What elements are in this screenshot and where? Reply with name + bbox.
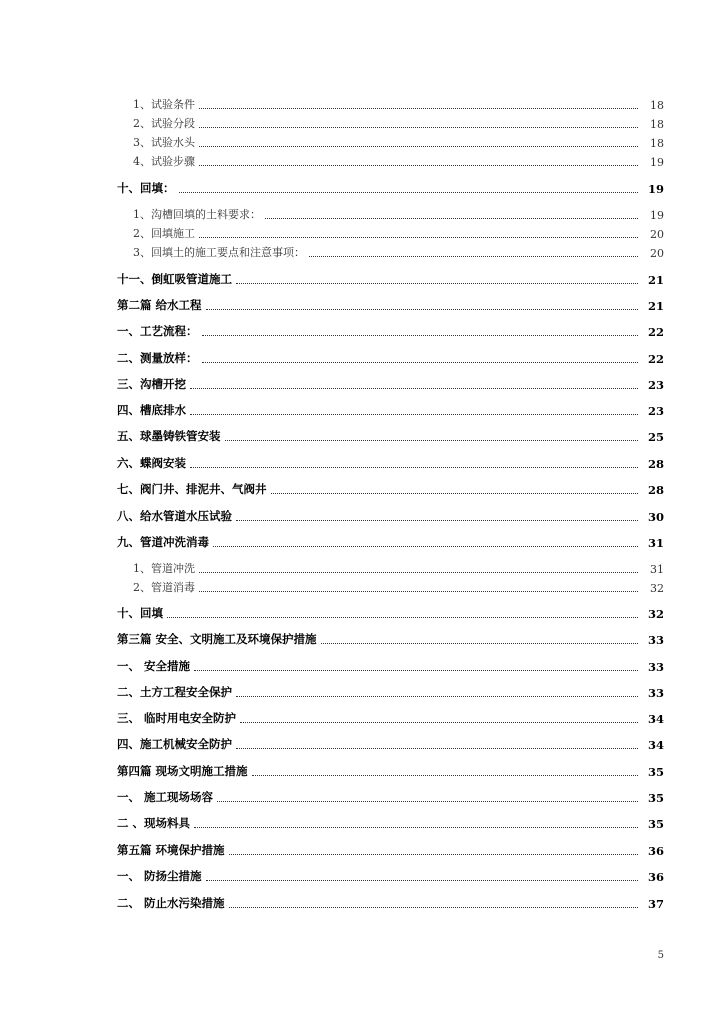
- toc-entry[interactable]: [117, 868, 664, 884]
- page-number: 5: [657, 950, 664, 961]
- toc-entry-label: 四、槽底排水: [117, 403, 186, 417]
- toc-entry-page: 18: [650, 99, 664, 112]
- toc-entry[interactable]: [133, 560, 664, 576]
- toc-entry[interactable]: [117, 376, 664, 392]
- toc-entry-label: 2、管道消毒: [133, 581, 195, 594]
- toc-entry-page: 18: [650, 137, 664, 150]
- dot-leader: [199, 127, 638, 128]
- dot-leader: [236, 283, 638, 284]
- toc-entry-label: 三、沟槽开挖: [117, 377, 186, 391]
- toc-entry-label: 一、 施工现场场容: [117, 790, 214, 804]
- toc-entry[interactable]: [117, 534, 664, 550]
- toc-entry-label: 十、回填: [117, 606, 163, 620]
- toc-entry[interactable]: [117, 323, 664, 339]
- toc-entry-page: 31: [647, 536, 664, 550]
- toc-entry-page: 22: [647, 352, 664, 366]
- toc-entry-page: 32: [650, 582, 664, 595]
- toc-entry-page: 25: [647, 430, 664, 444]
- toc-entry-page: 19: [650, 156, 664, 169]
- toc-entry-label: 九、管道冲洗消毒: [117, 535, 209, 549]
- toc-entry-page: 22: [647, 325, 664, 339]
- toc-entry[interactable]: [133, 134, 664, 150]
- dot-leader: [202, 335, 639, 336]
- toc-entry-page: 33: [647, 686, 664, 700]
- toc-entry[interactable]: [133, 206, 664, 222]
- dot-leader: [190, 388, 638, 389]
- toc-entry-label: 1、沟槽回填的土料要求：: [133, 208, 261, 221]
- dot-leader: [202, 362, 639, 363]
- dot-leader: [190, 467, 638, 468]
- toc-entry-page: 19: [650, 209, 664, 222]
- dot-leader: [199, 165, 638, 166]
- toc-entry[interactable]: [117, 736, 664, 752]
- toc-entry[interactable]: [117, 481, 664, 497]
- toc-entry[interactable]: [117, 605, 664, 621]
- toc-entry[interactable]: [117, 684, 664, 700]
- toc-entry-page: 23: [647, 404, 664, 418]
- toc-entry-label: 第二篇 给水工程: [117, 298, 202, 312]
- dot-leader: [217, 801, 638, 802]
- toc-entry-label: 一、 安全措施: [117, 659, 191, 673]
- toc-entry-page: 21: [647, 273, 664, 287]
- toc-entry-label: 一、工艺流程：: [117, 324, 198, 338]
- toc-entry-label: 十一、倒虹吸管道施工: [117, 272, 232, 286]
- toc-entry-label: 五、球墨铸铁管安装: [117, 429, 221, 443]
- toc-entry-label: 三、 临时用电安全防护: [117, 711, 237, 725]
- dot-leader: [206, 880, 638, 881]
- toc-entry-label: 二 、现场料具: [117, 816, 191, 830]
- toc-entry-page: 35: [647, 765, 664, 779]
- toc-entry[interactable]: [117, 271, 664, 287]
- toc-entry[interactable]: [117, 297, 664, 313]
- dot-leader: [236, 520, 638, 521]
- toc-entry-label: 八、给水管道水压试验: [117, 509, 232, 523]
- toc-entry[interactable]: [117, 789, 664, 805]
- dot-leader: [199, 572, 638, 573]
- dot-leader: [199, 146, 638, 147]
- dot-leader: [240, 722, 638, 723]
- toc-entry-label: 二、测量放样：: [117, 351, 198, 365]
- toc-entry-label: 第三篇 安全、文明施工及环境保护措施: [117, 632, 317, 646]
- toc-entry-label: 1、管道冲洗: [133, 562, 195, 575]
- toc-entry-label: 二、土方工程安全保护: [117, 685, 232, 699]
- toc-entry[interactable]: [117, 402, 664, 418]
- toc-entry-label: 4、试验步骤: [133, 155, 195, 168]
- toc-entry-label: 第五篇 环境保护措施: [117, 843, 225, 857]
- dot-leader: [199, 108, 638, 109]
- toc-entry-page: 20: [650, 247, 664, 260]
- toc-entry-page: 28: [647, 457, 664, 471]
- dot-leader: [265, 218, 638, 219]
- toc-entry-label: 3、试验水头: [133, 136, 195, 149]
- toc-entry-label: 七、阀门井、排泥井、气阀井: [117, 482, 267, 496]
- toc-entry-label: 2、试验分段: [133, 117, 195, 130]
- toc-entry-page: 35: [647, 791, 664, 805]
- toc-entry[interactable]: [117, 842, 664, 858]
- toc-entry[interactable]: [133, 244, 664, 260]
- dot-leader: [167, 617, 638, 618]
- dot-leader: [229, 854, 638, 855]
- dot-leader: [321, 643, 638, 644]
- toc-entry[interactable]: [117, 815, 664, 831]
- dot-leader: [309, 256, 638, 257]
- toc-entry-label: 四、施工机械安全防护: [117, 737, 232, 751]
- toc-entry[interactable]: [117, 631, 664, 647]
- toc-entry-page: 28: [647, 483, 664, 497]
- dot-leader: [236, 696, 638, 697]
- toc-entry-page: 19: [647, 182, 664, 196]
- toc-entry-page: 20: [650, 228, 664, 241]
- toc-entry-label: 1、试验条件: [133, 98, 195, 111]
- dot-leader: [194, 827, 638, 828]
- dot-leader: [252, 775, 638, 776]
- toc-entry-page: 21: [647, 299, 664, 313]
- toc-entry-label: 十、回填：: [117, 181, 175, 195]
- dot-leader: [206, 309, 638, 310]
- dot-leader: [179, 192, 639, 193]
- toc-entry-page: 34: [647, 712, 664, 726]
- toc-entry[interactable]: [117, 895, 664, 911]
- dot-leader: [213, 546, 638, 547]
- toc-entry-label: 3、回填土的施工要点和注意事项：: [133, 246, 305, 259]
- toc-entry[interactable]: [133, 115, 664, 131]
- dot-leader: [190, 414, 638, 415]
- toc-entry-page: 18: [650, 118, 664, 131]
- toc-entry[interactable]: [133, 96, 664, 112]
- toc-entry-page: 32: [647, 607, 664, 621]
- toc-entry-page: 34: [647, 738, 664, 752]
- toc-entry-page: 31: [650, 563, 664, 576]
- toc-entry[interactable]: [117, 350, 664, 366]
- dot-leader: [229, 907, 638, 908]
- dot-leader: [236, 748, 638, 749]
- toc-entry[interactable]: [117, 428, 664, 444]
- toc-entry[interactable]: [117, 710, 664, 726]
- toc-entry-label: 六、蝶阀安装: [117, 456, 186, 470]
- toc-entry[interactable]: [117, 180, 664, 196]
- dot-leader: [194, 670, 638, 671]
- toc-entry-page: 23: [647, 378, 664, 392]
- toc-entry-page: 35: [647, 817, 664, 831]
- toc-entry[interactable]: [133, 579, 664, 595]
- toc-entry-page: 33: [647, 633, 664, 647]
- toc-entry-label: 二、 防止水污染措施: [117, 896, 225, 910]
- toc-entry-page: 36: [647, 870, 664, 884]
- toc-entry[interactable]: [133, 225, 664, 241]
- toc-entry-page: 33: [647, 660, 664, 674]
- toc-entry-label: 一、 防扬尘措施: [117, 869, 202, 883]
- toc-entry[interactable]: [133, 153, 664, 169]
- toc-entry[interactable]: [117, 658, 664, 674]
- toc-entry-label: 第四篇 现场文明施工措施: [117, 764, 248, 778]
- toc-entry-label: 2、回填施工: [133, 227, 195, 240]
- dot-leader: [271, 493, 639, 494]
- dot-leader: [225, 440, 639, 441]
- toc-entry[interactable]: [117, 455, 664, 471]
- dot-leader: [199, 237, 638, 238]
- toc-entry[interactable]: [117, 763, 664, 779]
- dot-leader: [199, 591, 638, 592]
- toc-entry-page: 36: [647, 844, 664, 858]
- toc-entry-page: 37: [647, 897, 664, 911]
- toc-entry[interactable]: [117, 508, 664, 524]
- toc-entry-page: 30: [647, 510, 664, 524]
